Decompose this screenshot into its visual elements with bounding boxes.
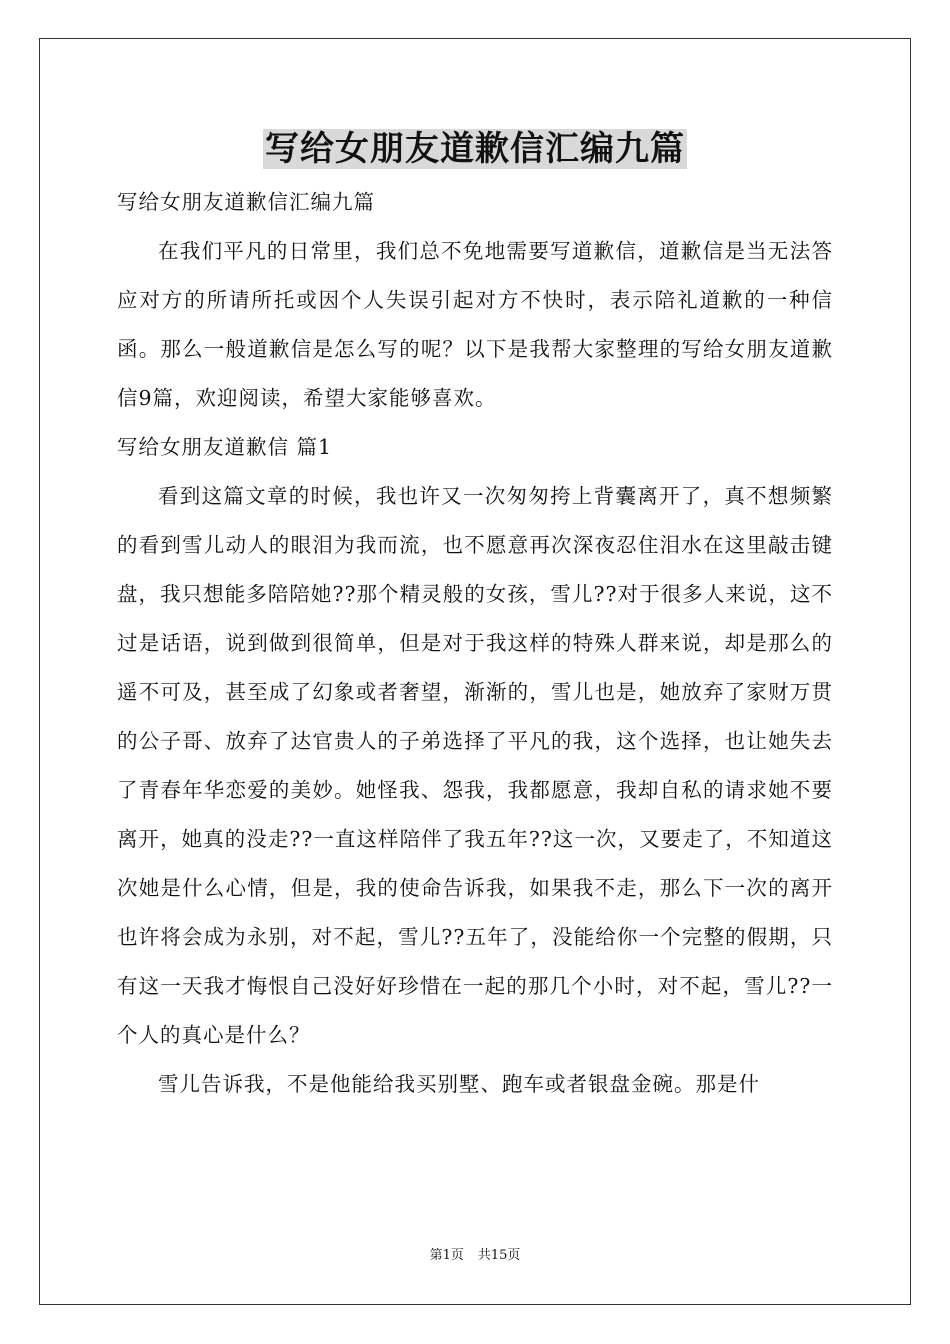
page-number: 第1页	[429, 1248, 464, 1263]
document-title	[0, 127, 950, 171]
body-paragraph: 看到这篇文章的时候，我也许又一次匆匆挎上背囊离开了，真不想频繁的看到雪儿动人的眼泪为我而流，也不愿意再次深夜忍住泪水在这里敲击键盘，我只想能多陪陪她??那个精灵般的女孩，雪儿??对于很多人来说，这不过是话语，说到做到很简单，但是对于我这样的特殊人群来说，却是那么的遥不可及，甚至成了幻象或者奢望，渐渐的，雪儿也是，她放弃了家财万贯的公子哥、放弃了达官贵人的子弟选择了平凡的我，这个选择，也让她失去了青春年华恋爱的美妙。她怪我、怨我，我都愿意，我却自私的请求她不要离开，她真的没走??一直这样陪伴了我五年??这一次，又要走了，不知道这次她是什么心情，但是，我的使命告诉我，如果我不走，那么下一次的离开也许将会成为永别，对不起，雪儿??五年了，没能给你一个完整的假期，只有这一天我才悔恨自己没好好珍惜在一起的那几个小时，对不起，雪儿??一个人的真心是什么？	[117, 484, 833, 1047]
document-title-text: 写给女朋友道歉信汇编九篇	[265, 129, 685, 169]
subtitle-line: 写给女朋友道歉信汇编九篇	[117, 190, 375, 214]
page-footer	[0, 1247, 950, 1265]
body-paragraph-continued: 雪儿告诉我，不是他能给我买别墅、跑车或者银盘金碗。那是什	[158, 1072, 760, 1096]
document-body	[117, 178, 833, 1109]
page-total: 共15页	[477, 1248, 521, 1263]
section-heading: 写给女朋友道歉信 篇1	[117, 435, 333, 459]
intro-paragraph: 在我们平凡的日常里，我们总不免地需要写道歉信，道歉信是当无法答应对方的所请所托或因个人失误引起对方不快时，表示陪礼道歉的一种信函。那么一般道歉信是怎么写的呢？以下是我帮大家整理的写给女朋友道歉信9篇，欢迎阅读，希望大家能够喜欢。	[117, 239, 833, 410]
